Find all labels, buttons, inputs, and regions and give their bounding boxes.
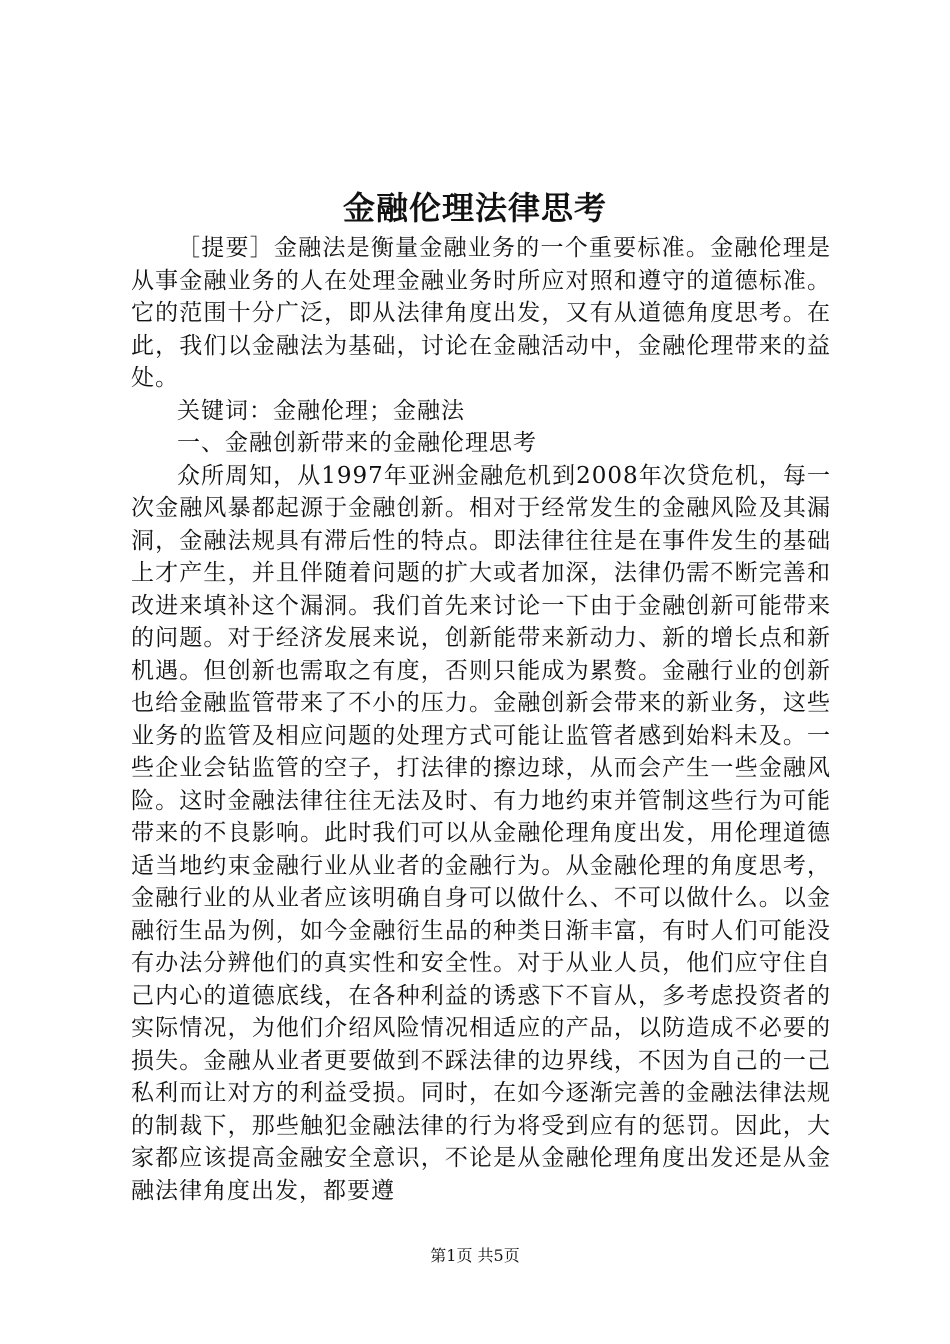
page-footer: 第1页 共5页: [430, 1246, 520, 1265]
section-heading: 一、金融创新带来的金融伦理思考: [177, 430, 537, 456]
abstract-paragraph: ［提要］金融法是衡量金融业务的一个重要标准。金融伦理是从事金融业务的人在处理金融业务时所应对照和遵守的道德标准。它的范围十分广泛，即从法律角度出发，又有从道德角度思考。在此，我们以金融法为基础，讨论在金融活动中，金融伦理带来的益处。: [131, 235, 831, 391]
document-body: [131, 232, 831, 1207]
keywords-line: 关键词：金融伦理；金融法: [177, 397, 465, 424]
document-title: 金融伦理法律思考: [342, 189, 607, 227]
body-paragraph: 众所周知，从1997年亚洲金融危机到2008年次贷危机，每一次金融风暴都起源于金融创新。相对于经常发生的金融风险及其漏洞，金融法规具有滞后性的特点。即法律往往是在事件发生的基础上才产生，并且伴随着问题的扩大或者加深，法律仍需不断完善和改进来填补这个漏洞。我们首先来讨论一下由于金融创新可能带来的问题。对于经济发展来说，创新能带来新动力、新的增长点和新机遇。但创新也需取之有度，否则只能成为累赘。金融行业的创新也给金融监管带来了不小的压力。金融创新会带来的新业务，这些业务的监管及相应问题的处理方式可能让监管者感到始料未及。一些企业会钻监管的空子，打法律的擦边球，从而会产生一些金融风险。这时金融法律往往无法及时、有力地约束并管制这些行为可能带来的不良影响。此时我们可以从金融伦理角度出发，用伦理道德适当地约束金融行业从业者的金融行为。从金融伦理的角度思考，金融行业的从业者应该明确自身可以做什么、不可以做什么。以金融衍生品为例，如今金融衍生品的种类日渐丰富，有时人们可能没有办法分辨他们的真实性和安全性。对于从业人员，他们应守住自己内心的道德底线，在各种利益的诱惑下不盲从，多考虑投资者的实际情况，为他们介绍风险情况相适应的产品，以防造成不必要的损失。金融从业者更要做到不踩法律的边界线，不因为自己的一己私利而让对方的利益受损。同时，在如今逐渐完善的金融法律法规的制裁下，那些触犯金融法律的行为将受到应有的惩罚。因此，大家都应该提高金融安全意识，不论是从金融伦理角度出发还是从金融法律角度出发，都要遵: [131, 462, 831, 1204]
